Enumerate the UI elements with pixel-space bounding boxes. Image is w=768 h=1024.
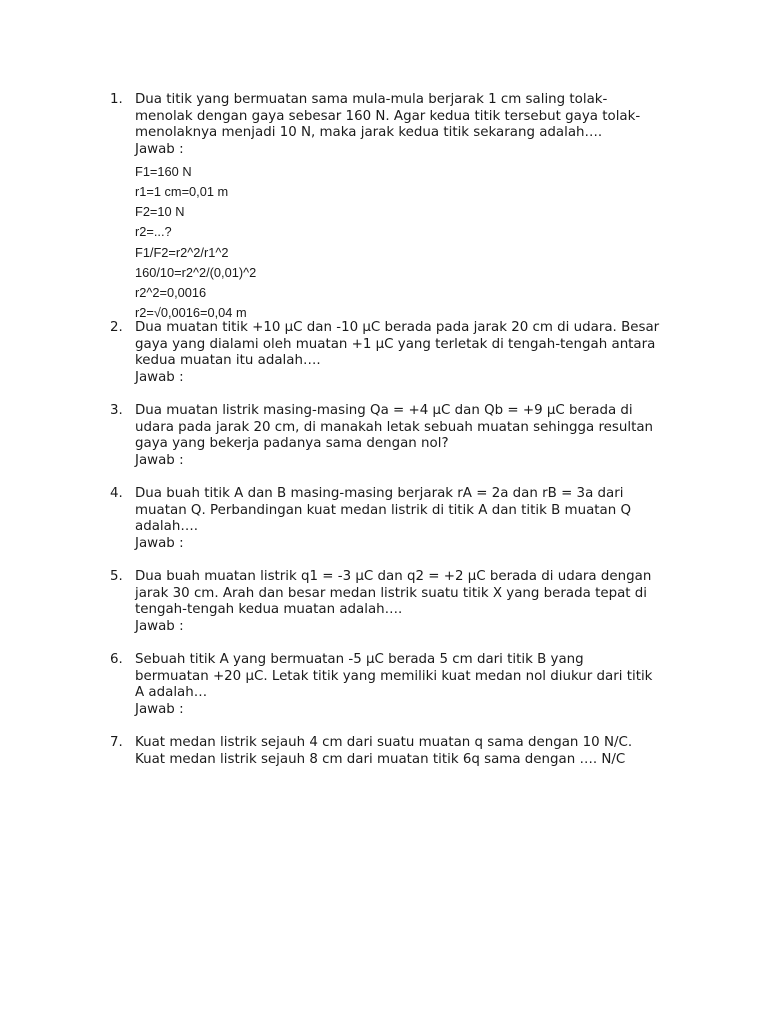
- question-line: Dua muatan listrik masing-masing Qa = +4 μC dan Qb = +9 μC berada di: [135, 403, 633, 418]
- question-line: gaya yang dialami oleh muatan +1 μC yang terletak di tengah-tengah antara: [135, 336, 656, 352]
- work-line: F2=10 N: [135, 204, 185, 220]
- question-text: [135, 652, 695, 702]
- question-number: 6.: [110, 652, 123, 667]
- work-line: r2=√0,0016=0,04 m: [135, 305, 247, 321]
- question-line: Kuat medan listrik sejauh 8 cm dari muatan titik 6q sama dengan …. N/C: [135, 751, 626, 767]
- question-text: [135, 569, 695, 619]
- work-line: r1=1 cm=0,01 m: [135, 183, 229, 199]
- question-line: jarak 30 cm. Arah dan besar medan listrik suatu titik X yang berada tepat di: [135, 585, 647, 601]
- question-line: Sebuah titik A yang bermuatan -5 μC berada 5 cm dari titik B yang: [135, 652, 584, 667]
- work-line: r2^2=0,0016: [135, 284, 207, 300]
- question-line: gaya yang bekerja padanya sama dengan nol?: [135, 436, 449, 452]
- answer-label: Jawab :: [135, 619, 184, 635]
- question-text: [135, 92, 695, 142]
- question-text: [135, 320, 695, 370]
- question-line: Dua buah titik A dan B masing-masing berjarak rA = 2a dan rB = 3a dari: [135, 486, 624, 501]
- question-line: Dua buah muatan listrik q1 = -3 μC dan q2 = +2 μC berada di udara dengan: [135, 569, 652, 584]
- question-text: [135, 486, 695, 536]
- question-number: 1.: [110, 92, 123, 107]
- question-number: 2.: [110, 320, 123, 335]
- answer-label: Jawab :: [135, 370, 184, 386]
- question-line: udara pada jarak 20 cm, di manakah letak sebuah muatan sehingga resultan: [135, 419, 654, 435]
- answer-label: Jawab :: [135, 536, 184, 552]
- question-line: menolaknya menjadi 10 N, maka jarak kedua titik sekarang adalah….: [135, 125, 603, 141]
- work-line: F1/F2=r2^2/r1^2: [135, 244, 229, 260]
- question-number: 5.: [110, 569, 123, 584]
- question-text: [135, 735, 695, 768]
- question-number: 7.: [110, 735, 123, 750]
- question-text: [135, 403, 695, 453]
- answer-label: Jawab :: [135, 453, 184, 469]
- answer-label: Jawab :: [135, 702, 184, 718]
- question-line: tengah-tengah kedua muatan adalah….: [135, 602, 403, 618]
- answer-work: [135, 162, 695, 324]
- question-line: muatan Q. Perbandingan kuat medan listrik di titik A dan titik B muatan Q: [135, 502, 632, 518]
- question-line: Dua titik yang bermuatan sama mula-mula berjarak 1 cm saling tolak-: [135, 92, 608, 107]
- answer-label: Jawab :: [135, 142, 184, 158]
- question-number: 3.: [110, 403, 123, 418]
- question-line: bermuatan +20 μC. Letak titik yang memiliki kuat medan nol diukur dari titik: [135, 668, 653, 684]
- work-line: F1=160 N: [135, 163, 192, 179]
- question-line: menolak dengan gaya sebesar 160 N. Agar kedua titik tersebut gaya tolak-: [135, 108, 641, 124]
- question-number: 4.: [110, 486, 123, 501]
- work-line: r2=...?: [135, 224, 172, 240]
- question-line: A adalah…: [135, 685, 208, 701]
- work-line: 160/10=r2^2/(0,01)^2: [135, 264, 257, 280]
- question-line: Dua muatan titik +10 μC dan -10 μC berada pada jarak 20 cm di udara. Besar: [135, 320, 660, 335]
- question-line: adalah….: [135, 519, 198, 535]
- question-line: kedua muatan itu adalah….: [135, 353, 321, 369]
- question-line: Kuat medan listrik sejauh 4 cm dari suatu muatan q sama dengan 10 N/C.: [135, 735, 633, 750]
